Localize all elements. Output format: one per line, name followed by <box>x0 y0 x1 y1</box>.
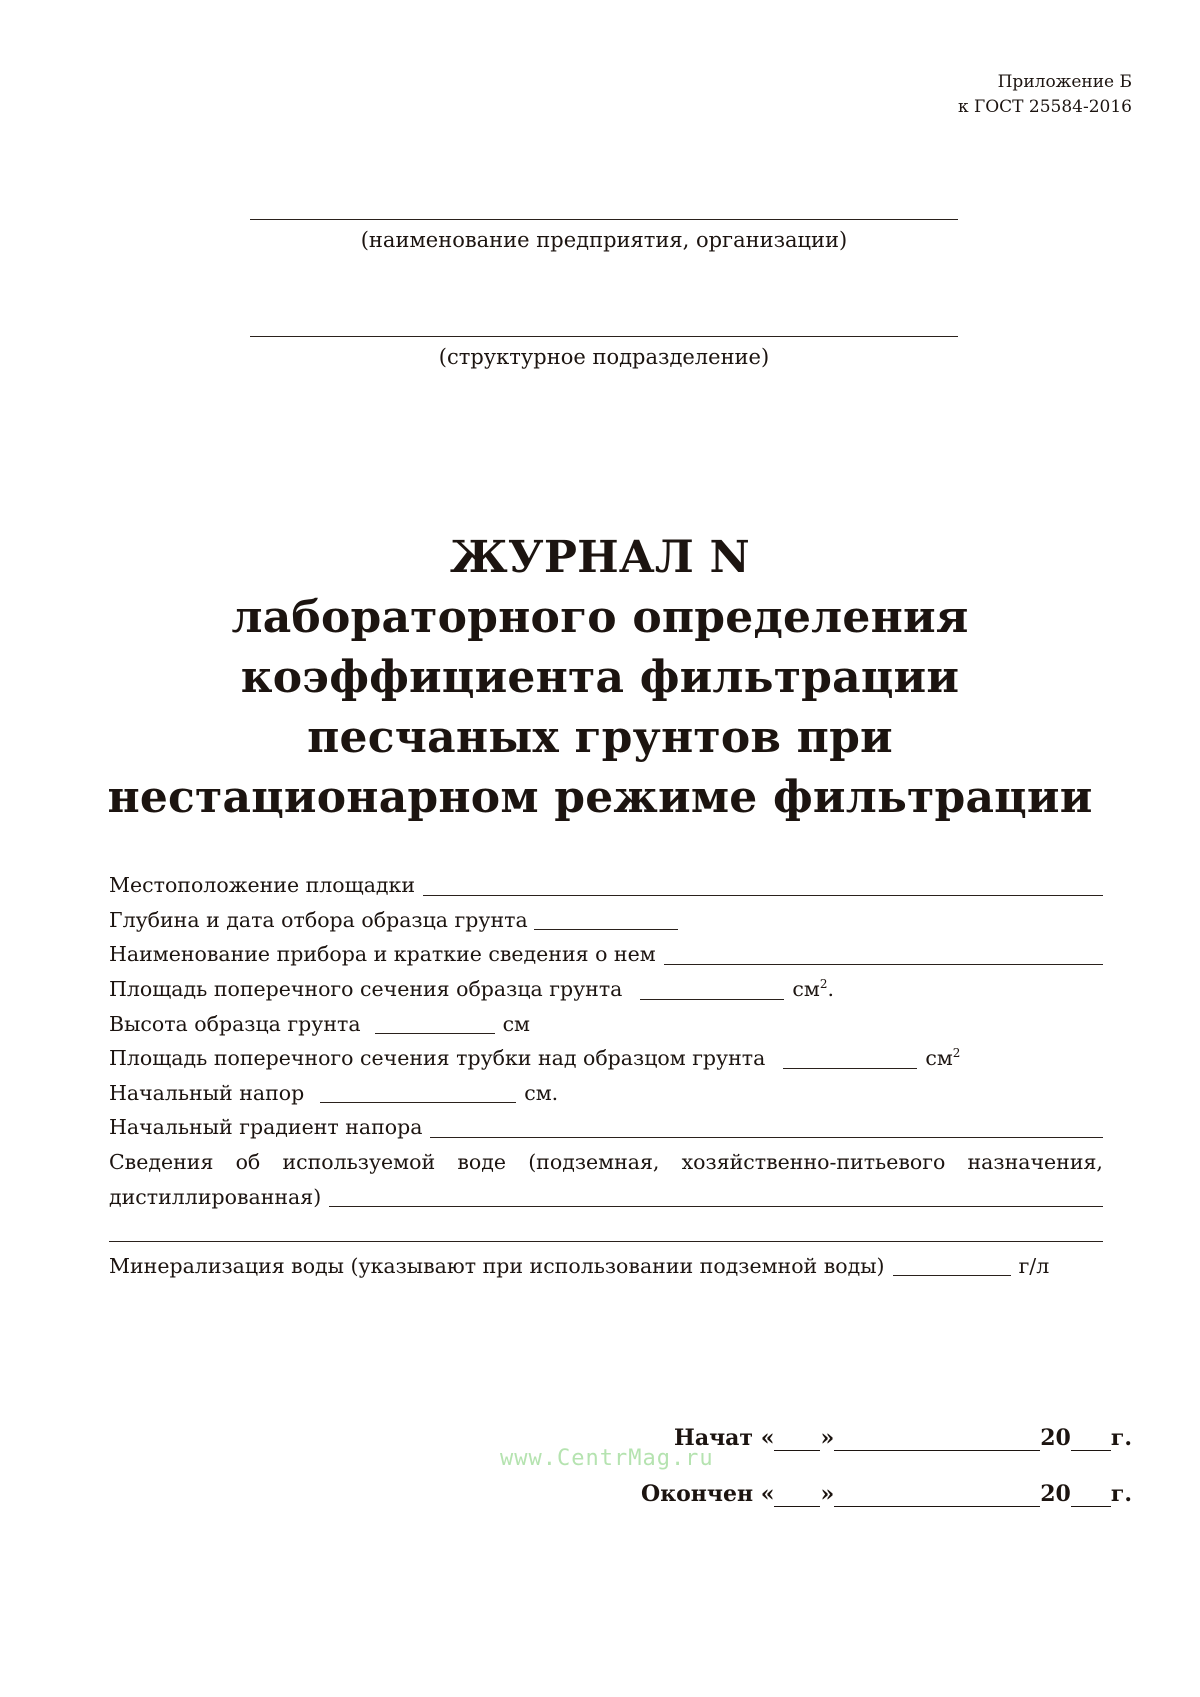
title-line: ЖУРНАЛ N <box>450 532 750 583</box>
department-block <box>250 336 958 369</box>
tube-area-unit: $см^2$ <box>925 1046 961 1071</box>
device-name-fill[interactable] <box>664 944 1103 965</box>
mineralization-row <box>109 1249 1103 1284</box>
sample-depth-date-label: Глубина и дата отбора образца грунта <box>109 907 528 932</box>
sample-depth-date-row <box>109 903 1103 938</box>
site-location-row <box>109 868 1103 903</box>
finished-label: Окончен « <box>641 1481 775 1507</box>
device-name-row <box>109 937 1103 972</box>
initial-head-fill[interactable] <box>320 1082 516 1103</box>
started-label: Начат « <box>674 1425 775 1451</box>
department-fill-line[interactable] <box>250 336 958 337</box>
initial-gradient-row <box>109 1110 1103 1145</box>
title-line: песчаных грунтов при <box>307 712 893 763</box>
title-line: лабораторного определения <box>231 592 969 643</box>
water-info-label: Сведения об используемой воде (подземная, хозяйственно-питьевого назначения, <box>109 1150 1103 1175</box>
sample-area-fill[interactable] <box>640 979 784 1000</box>
journal-dates <box>641 1395 1132 1507</box>
finished-date-row <box>641 1451 1132 1507</box>
organization-block <box>250 219 958 252</box>
standard-reference: к ГОСТ 25584-2016 <box>957 97 1132 117</box>
sample-area-unit: $см^2$. <box>792 977 835 1002</box>
site-location-fill[interactable] <box>423 875 1103 896</box>
finished-month-fill[interactable] <box>834 1484 1040 1507</box>
started-year-suffix: г. <box>1110 1425 1132 1451</box>
water-info-fill-extra[interactable] <box>109 1221 1103 1242</box>
water-info-row-3 <box>109 1214 1103 1249</box>
started-date-row <box>641 1395 1132 1451</box>
initial-gradient-fill[interactable] <box>430 1117 1103 1138</box>
watermark: www.CentrMag.ru <box>500 1446 714 1471</box>
sample-height-fill[interactable] <box>375 1013 495 1034</box>
mineralization-label: Минерализация воды (указывают при использовании подземной воды) <box>109 1253 885 1278</box>
journal-fields <box>109 868 1103 1283</box>
finished-year-suffix: г. <box>1110 1481 1132 1507</box>
initial-head-unit: см. <box>524 1080 559 1105</box>
tube-area-row <box>109 1041 1103 1076</box>
organization-caption: (наименование предприятия, организации) <box>360 228 848 252</box>
finished-day-fill[interactable] <box>774 1484 820 1507</box>
finished-year-fill[interactable] <box>1071 1484 1111 1507</box>
started-year-fill[interactable] <box>1071 1428 1111 1451</box>
started-day-fill[interactable] <box>774 1428 820 1451</box>
started-year-prefix: 20 <box>1040 1425 1071 1451</box>
mineralization-unit: г/л <box>1018 1253 1050 1278</box>
started-quote-close: » <box>820 1425 835 1451</box>
journal-title <box>60 528 1140 828</box>
tube-area-label: Площадь поперечного сечения трубки над образцом грунта <box>109 1046 766 1071</box>
sample-height-row <box>109 1006 1103 1041</box>
initial-head-label: Начальный напор <box>109 1080 305 1105</box>
title-line: коэффициента фильтрации <box>240 652 960 703</box>
initial-head-row <box>109 1076 1103 1111</box>
water-info-fill[interactable] <box>329 1186 1103 1207</box>
sample-height-unit: см <box>502 1011 531 1036</box>
tube-area-fill[interactable] <box>783 1048 917 1069</box>
site-location-label: Местоположение площадки <box>109 873 416 898</box>
sample-area-label: Площадь поперечного сечения образца грунта <box>109 977 623 1002</box>
sample-height-label: Высота образца грунта <box>109 1011 361 1036</box>
finished-year-prefix: 20 <box>1040 1481 1071 1507</box>
started-month-fill[interactable] <box>834 1428 1040 1451</box>
title-line: нестационарном режиме фильтрации <box>107 772 1093 823</box>
appendix-reference <box>958 70 1132 120</box>
initial-gradient-label: Начальный градиент напора <box>109 1115 423 1140</box>
water-info-row-2 <box>109 1179 1103 1214</box>
sample-depth-date-fill[interactable] <box>534 909 678 930</box>
mineralization-fill[interactable] <box>893 1255 1011 1276</box>
water-info-label-2: дистиллированная) <box>109 1184 322 1209</box>
sample-area-row <box>109 972 1103 1007</box>
device-name-label: Наименование прибора и краткие сведения о нем <box>109 942 656 967</box>
appendix-label: Приложение Б <box>997 72 1132 92</box>
water-info-row <box>109 1145 1103 1180</box>
organization-fill-line[interactable] <box>250 219 958 220</box>
department-caption: (структурное подразделение) <box>438 345 770 369</box>
finished-quote-close: » <box>820 1481 835 1507</box>
